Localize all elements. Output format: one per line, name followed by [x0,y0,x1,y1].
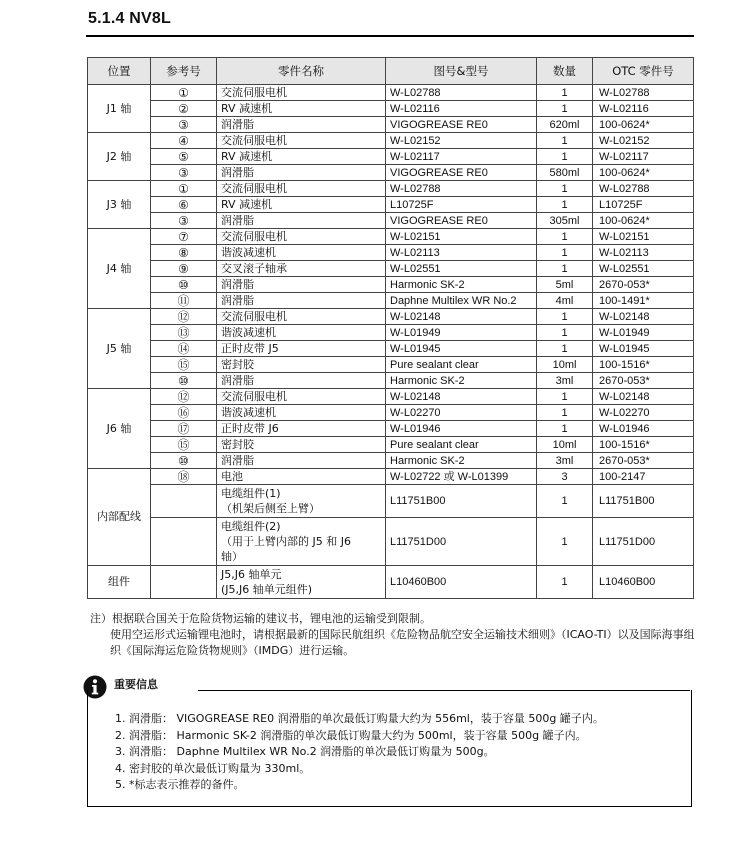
table-row [88,165,694,181]
cell-qty: 620ml [537,117,593,133]
cell-part-name: 正时皮带 J5 [217,341,386,357]
cell-part-name: 润滑脂 [217,277,386,293]
cell-qty: 1 [537,309,593,325]
list-item: 4. 密封胶的单次最低订购量为 330ml。 [115,761,311,775]
cell-part-name: 电缆组件(2) （用于上臂内部的 J5 和 J6 轴） [217,518,386,566]
header-ref: 参考号 [151,58,217,85]
cell-model: W-L02148 [386,389,537,405]
cell-model: L10725F [386,197,537,213]
cell-part-name: 润滑脂 [217,117,386,133]
cell-ref: ① [151,85,217,101]
table-row [88,261,694,277]
cell-position: 组件 [88,566,151,599]
cell-qty: 10ml [537,437,593,453]
header-otc: OTC 零件号 [593,58,694,85]
cell-ref: ③ [151,117,217,133]
cell-otc: L11751B00 [593,485,694,518]
cell-qty: 580ml [537,165,593,181]
table-row [88,373,694,389]
cell-model: W-L02151 [386,229,537,245]
cell-ref: ④ [151,133,217,149]
cell-ref: ⑮ [151,437,217,453]
note-line-2: 使用空运形式运输锂电池时，请根据最新的国际民航组织《危险物品航空安全运输技术细则》（ICAO-TI）以及国际海事组织《国际海运危险货物规则》（IMDG）进行运输。 [110,628,695,657]
list-item: 5. *标志表示推荐的备件。 [115,778,245,791]
cell-qty: 1 [537,101,593,117]
table-row [88,181,694,197]
cell-position: J1 轴 [88,85,151,133]
cell-model: W-L02152 [386,133,537,149]
cell-part-name: 交流伺服电机 [217,229,386,245]
cell-part-name: 交流伺服电机 [217,85,386,101]
cell-qty: 1 [537,341,593,357]
header-position: 位置 [88,58,151,85]
header-part-name: 零件名称 [217,58,386,85]
cell-model: W-L02722 或 W-L01399 [386,469,537,485]
cell-otc: W-L02148 [593,309,694,325]
table-row [88,357,694,373]
cell-part-name: 正时皮带 J6 [217,421,386,437]
cell-ref: ⑥ [151,197,217,213]
cell-qty: 3ml [537,453,593,469]
cell-position: J5 轴 [88,309,151,389]
cell-otc: 2670-053* [593,453,694,469]
table-header-row [88,58,694,85]
cell-model: Pure sealant clear [386,357,537,373]
cell-part-name: 谐波减速机 [217,325,386,341]
cell-otc: W-L01945 [593,341,694,357]
important-info-list [115,711,604,794]
cell-model: W-L02270 [386,405,537,421]
cell-ref: ⑭ [151,341,217,357]
note-line-1: 注）根据联合国关于危险货物运输的建议书，锂电池的运输受到限制。 [90,612,431,625]
table-row [88,117,694,133]
table-row [88,453,694,469]
cell-otc: 100-2147 [593,469,694,485]
cell-ref: ⑫ [151,309,217,325]
cell-otc: 2670-053* [593,277,694,293]
cell-ref [151,485,217,518]
cell-ref: ⑱ [151,469,217,485]
cell-qty: 1 [537,149,593,165]
cell-model: L10460B00 [386,566,537,599]
table-row [88,469,694,485]
cell-model: W-L01945 [386,341,537,357]
cell-qty: 3 [537,469,593,485]
cell-model: L11751D00 [386,518,537,566]
cell-model: Harmonic SK-2 [386,277,537,293]
list-item: 3. 润滑脂： Daphne Multilex WR No.2 润滑脂的单次最低订购量为 500g。 [115,745,495,758]
cell-part-name: RV 减速机 [217,101,386,117]
section-title: 5.1.4 NV8L [88,10,171,27]
cell-otc: W-L02788 [593,181,694,197]
cell-part-name: 润滑脂 [217,213,386,229]
cell-part-name: 交流伺服电机 [217,389,386,405]
cell-model: W-L02551 [386,261,537,277]
cell-qty: 1 [537,261,593,277]
cell-qty: 10ml [537,357,593,373]
header-qty: 数量 [537,58,593,85]
cell-model: W-L01946 [386,421,537,437]
cell-otc: L11751D00 [593,518,694,566]
cell-model: W-L01949 [386,325,537,341]
table-row [88,277,694,293]
cell-ref: ⑤ [151,149,217,165]
cell-qty: 1 [537,133,593,149]
cell-otc: W-L02270 [593,405,694,421]
cell-otc: W-L02148 [593,389,694,405]
cell-part-name: 密封胶 [217,437,386,453]
table-row [88,325,694,341]
cell-position: J4 轴 [88,229,151,309]
cell-part-name: 交流伺服电机 [217,133,386,149]
cell-qty: 1 [537,197,593,213]
cell-ref [151,518,217,566]
cell-qty: 1 [537,229,593,245]
cell-otc: W-L02788 [593,85,694,101]
parts-table-body [88,85,694,599]
cell-otc: W-L01949 [593,325,694,341]
cell-qty: 1 [537,389,593,405]
cell-otc: 100-1516* [593,357,694,373]
cell-part-name: 交流伺服电机 [217,181,386,197]
cell-part-name: J5,J6 轴单元 (J5,J6 轴单元组件) [217,566,386,599]
cell-model: VIGOGREASE RE0 [386,117,537,133]
cell-part-name: 润滑脂 [217,373,386,389]
cell-otc: W-L02551 [593,261,694,277]
cell-otc: 100-0624* [593,117,694,133]
cell-model: VIGOGREASE RE0 [386,165,537,181]
cell-qty: 4ml [537,293,593,309]
table-row [88,341,694,357]
list-item: 1. 润滑脂： VIGOGREASE RE0 润滑脂的单次最低订购量大约为 556ml，装于容量 500g 罐子内。 [115,712,604,725]
table-row [88,245,694,261]
cell-otc: W-L02152 [593,133,694,149]
cell-otc: 100-1516* [593,437,694,453]
title-divider [86,35,694,37]
cell-otc: W-L02151 [593,229,694,245]
table-row [88,389,694,405]
list-item: 2. 润滑脂： Harmonic SK-2 润滑脂的单次最低订购量大约为 500ml，装于容量 500g 罐子内。 [115,728,587,742]
cell-part-name: 交流伺服电机 [217,309,386,325]
cell-ref: ⑦ [151,229,217,245]
cell-ref: ② [151,101,217,117]
cell-otc: W-L02117 [593,149,694,165]
cell-qty: 1 [537,518,593,566]
cell-qty: 1 [537,485,593,518]
table-row [88,309,694,325]
cell-position: J3 轴 [88,181,151,229]
cell-ref: ⑧ [151,245,217,261]
cell-part-name: 润滑脂 [217,293,386,309]
cell-part-name: 电池 [217,469,386,485]
cell-position: J6 轴 [88,389,151,469]
parts-table [87,57,694,599]
cell-qty: 1 [537,566,593,599]
table-row [88,405,694,421]
cell-qty: 5ml [537,277,593,293]
cell-ref: ⑮ [151,357,217,373]
table-row [88,485,694,518]
cell-qty: 1 [537,421,593,437]
cell-qty: 305ml [537,213,593,229]
cell-otc: W-L02113 [593,245,694,261]
cell-model: Pure sealant clear [386,437,537,453]
cell-qty: 1 [537,85,593,101]
table-row [88,133,694,149]
cell-model: W-L02117 [386,149,537,165]
cell-otc: 100-1491* [593,293,694,309]
cell-otc: 100-0624* [593,165,694,181]
table-row [88,437,694,453]
cell-model: VIGOGREASE RE0 [386,213,537,229]
cell-ref: ⑬ [151,325,217,341]
cell-part-name: 电缆组件(1) （机架后侧至上臂） [217,485,386,518]
cell-part-name: RV 减速机 [217,149,386,165]
cell-otc: W-L01946 [593,421,694,437]
cell-ref: ⑩ [151,373,217,389]
table-row [88,85,694,101]
cell-qty: 3ml [537,373,593,389]
cell-ref: ⑨ [151,261,217,277]
table-row [88,566,694,599]
cell-qty: 1 [537,181,593,197]
cell-model: W-L02148 [386,309,537,325]
cell-ref: ⑰ [151,421,217,437]
cell-ref: ① [151,181,217,197]
cell-otc: W-L02116 [593,101,694,117]
cell-qty: 1 [537,325,593,341]
cell-model: W-L02788 [386,181,537,197]
cell-ref: ③ [151,213,217,229]
cell-qty: 1 [537,405,593,421]
table-row [88,213,694,229]
cell-ref: ⑯ [151,405,217,421]
cell-otc: L10460B00 [593,566,694,599]
cell-position: J2 轴 [88,133,151,181]
cell-otc: 2670-053* [593,373,694,389]
header-model: 图号&型号 [386,58,537,85]
cell-part-name: 交叉滚子轴承 [217,261,386,277]
table-row [88,421,694,437]
table-row [88,518,694,566]
cell-ref: ③ [151,165,217,181]
cell-part-name: 谐波减速机 [217,405,386,421]
cell-otc: 100-0624* [593,213,694,229]
cell-model: Harmonic SK-2 [386,453,537,469]
cell-ref: ⑪ [151,293,217,309]
cell-part-name: 润滑脂 [217,453,386,469]
cell-part-name: 密封胶 [217,357,386,373]
table-row [88,293,694,309]
table-row [88,149,694,165]
cell-part-name: 润滑脂 [217,165,386,181]
cell-model: Daphne Multilex WR No.2 [386,293,537,309]
table-row [88,101,694,117]
cell-ref: ⑩ [151,277,217,293]
table-row [88,197,694,213]
cell-model: Harmonic SK-2 [386,373,537,389]
table-row [88,229,694,245]
cell-qty: 1 [537,245,593,261]
cell-otc: L10725F [593,197,694,213]
important-info-title: 重要信息 [114,678,158,691]
cell-model: W-L02788 [386,85,537,101]
cell-position: 内部配线 [88,469,151,566]
cell-ref: ⑫ [151,389,217,405]
cell-part-name: 谐波减速机 [217,245,386,261]
cell-model: W-L02116 [386,101,537,117]
cell-ref: ⑩ [151,453,217,469]
cell-ref [151,566,217,599]
cell-part-name: RV 减速机 [217,197,386,213]
cell-model: L11751B00 [386,485,537,518]
cell-model: W-L02113 [386,245,537,261]
